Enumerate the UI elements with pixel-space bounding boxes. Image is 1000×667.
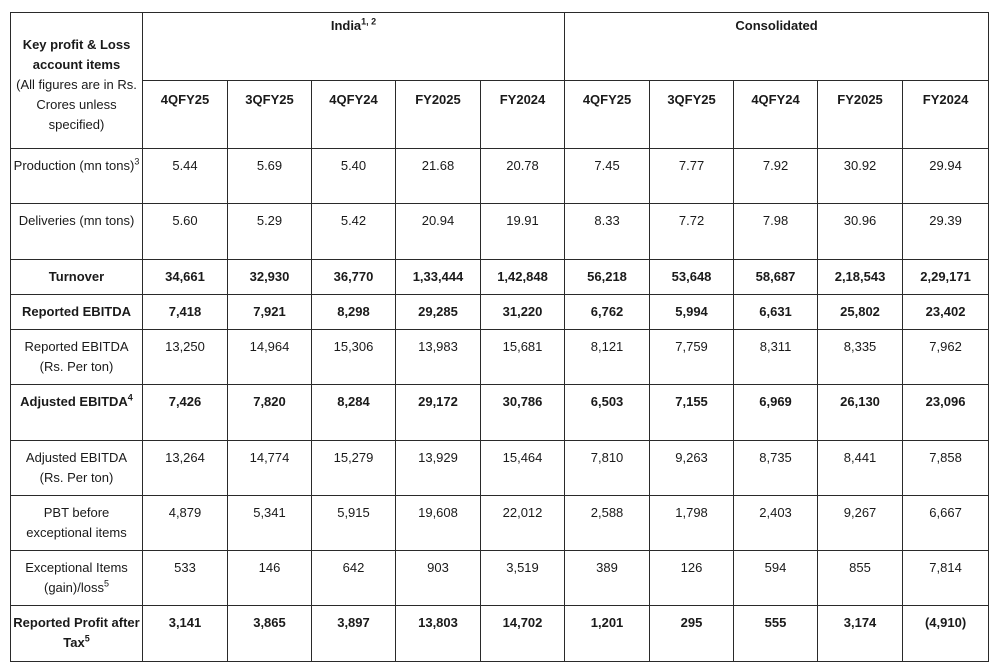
value-cell	[143, 385, 228, 441]
table-row	[11, 606, 989, 662]
value-cell	[481, 330, 565, 385]
value-cell	[565, 441, 650, 496]
period-header	[734, 81, 818, 149]
cell-value: 3,174	[843, 615, 877, 630]
cell-value: 7,759	[675, 339, 708, 354]
row-label: Turnover	[48, 269, 105, 284]
value-cell	[903, 441, 989, 496]
row-label-cell	[11, 204, 143, 260]
cell-value: 9,267	[843, 505, 877, 520]
value-cell	[481, 385, 565, 441]
value-cell	[818, 385, 903, 441]
cell-value: 5.60	[172, 213, 198, 228]
cell-value: 5,915	[337, 505, 370, 520]
row-label: PBT before exceptional items	[26, 505, 127, 540]
table-row	[11, 149, 989, 204]
value-cell	[312, 496, 396, 551]
cell-value: 7,820	[253, 394, 286, 409]
value-cell	[396, 496, 481, 551]
cell-value: 8,298	[337, 304, 370, 319]
cell-value: 13,264	[165, 450, 205, 465]
key-items-note: (All figures are in Rs. Crores unless specified)	[16, 77, 137, 132]
value-cell	[650, 496, 734, 551]
value-cell	[143, 551, 228, 606]
cell-value: 295	[680, 615, 703, 630]
cell-value: 8,311	[759, 339, 792, 354]
cell-value: 56,218	[587, 269, 627, 284]
cell-value: 30.96	[843, 213, 877, 228]
value-cell	[143, 149, 228, 204]
cell-value: 13,983	[418, 339, 458, 354]
value-cell	[228, 385, 312, 441]
row-label-cell	[11, 330, 143, 385]
value-cell	[903, 496, 989, 551]
cell-value: 13,250	[165, 339, 205, 354]
period-header	[396, 81, 481, 149]
cell-value: 8,441	[843, 450, 877, 465]
value-cell	[228, 204, 312, 260]
cell-value: 8,284	[337, 394, 370, 409]
value-cell	[312, 204, 396, 260]
cell-value: 642	[342, 560, 365, 575]
value-cell	[143, 330, 228, 385]
period-header	[650, 81, 734, 149]
table-row	[11, 496, 989, 551]
value-cell	[565, 149, 650, 204]
value-cell	[481, 295, 565, 330]
cell-value: 146	[258, 560, 281, 575]
row-label: Reported EBITDA (Rs. Per ton)	[24, 339, 129, 374]
cell-value: 34,661	[165, 269, 205, 284]
value-cell	[143, 204, 228, 260]
value-cell	[565, 496, 650, 551]
cell-value: 23,096	[925, 394, 966, 409]
cell-value: 7,426	[168, 394, 202, 409]
period-label: 3QFY25	[245, 92, 294, 107]
row-label: Reported Profit after Tax	[13, 615, 140, 650]
cell-value: 2,18,543	[834, 269, 886, 284]
value-cell	[143, 295, 228, 330]
value-cell	[481, 551, 565, 606]
value-cell	[734, 149, 818, 204]
table-row	[11, 385, 989, 441]
value-cell	[312, 385, 396, 441]
pnl-table	[10, 12, 989, 662]
cell-value: 594	[764, 560, 787, 575]
cell-value: 53,648	[671, 269, 712, 284]
value-cell	[312, 330, 396, 385]
period-label: 4QFY24	[329, 92, 378, 107]
period-label: 4QFY24	[751, 92, 800, 107]
period-header	[143, 81, 228, 149]
value-cell	[903, 330, 989, 385]
table-row	[11, 204, 989, 260]
cell-value: 15,306	[333, 339, 374, 354]
value-cell	[228, 551, 312, 606]
value-cell	[396, 606, 481, 662]
cell-value: 13,929	[418, 450, 458, 465]
cell-value: 3,519	[506, 560, 539, 575]
group-consolidated-label: Consolidated	[735, 18, 818, 33]
cell-value: 8,735	[759, 450, 792, 465]
value-cell	[396, 330, 481, 385]
value-cell	[565, 330, 650, 385]
period-header	[818, 81, 903, 149]
cell-value: 19,608	[418, 505, 458, 520]
value-cell	[903, 149, 989, 204]
cell-value: 8,335	[843, 339, 877, 354]
cell-value: 7,962	[929, 339, 962, 354]
value-cell	[734, 330, 818, 385]
cell-value: 533	[174, 560, 196, 575]
value-cell	[565, 606, 650, 662]
cell-value: 15,681	[502, 339, 543, 354]
value-cell	[143, 260, 228, 295]
period-header	[481, 81, 565, 149]
cell-value: 7,858	[929, 450, 962, 465]
cell-value: 14,774	[249, 450, 290, 465]
value-cell	[481, 260, 565, 295]
row-label: Adjusted EBITDA	[20, 394, 128, 409]
cell-value: 1,201	[590, 615, 624, 630]
cell-value: 3,141	[168, 615, 202, 630]
cell-value: 5.29	[256, 213, 283, 228]
period-label: 4QFY25	[160, 92, 210, 107]
cell-value: 58,687	[755, 269, 796, 284]
value-cell	[903, 385, 989, 441]
cell-value: 5.44	[172, 158, 198, 173]
value-cell	[228, 496, 312, 551]
table-row	[11, 330, 989, 385]
value-cell	[650, 606, 734, 662]
cell-value: 7.98	[762, 213, 789, 228]
value-cell	[228, 260, 312, 295]
value-cell	[396, 260, 481, 295]
cell-value: 903	[427, 560, 449, 575]
value-cell	[565, 385, 650, 441]
value-cell	[481, 149, 565, 204]
row-label-cell	[11, 295, 143, 330]
cell-value: 32,930	[249, 269, 290, 284]
cell-value: 14,702	[502, 615, 543, 630]
cell-value: 7,810	[590, 450, 624, 465]
value-cell	[396, 441, 481, 496]
cell-value: 30,786	[502, 394, 543, 409]
value-cell	[228, 149, 312, 204]
value-cell	[396, 551, 481, 606]
cell-value: 29.94	[929, 158, 962, 173]
value-cell	[396, 204, 481, 260]
row-label-cell	[11, 149, 143, 204]
table-row	[11, 260, 989, 295]
cell-value: 23,402	[925, 304, 966, 319]
cell-value: 7,418	[168, 304, 202, 319]
period-header	[903, 81, 989, 149]
cell-value: 7,155	[675, 394, 708, 409]
cell-value: 7,814	[929, 560, 962, 575]
value-cell	[650, 204, 734, 260]
value-cell	[312, 149, 396, 204]
cell-value: 29,172	[418, 394, 458, 409]
row-footnote: 4	[127, 392, 133, 403]
value-cell	[481, 441, 565, 496]
value-cell	[734, 551, 818, 606]
row-label: Reported EBITDA	[21, 304, 132, 319]
value-cell	[818, 260, 903, 295]
value-cell	[818, 330, 903, 385]
row-label: Adjusted EBITDA (Rs. Per ton)	[25, 450, 128, 485]
value-cell	[818, 551, 903, 606]
cell-value: 389	[596, 560, 618, 575]
value-cell	[565, 204, 650, 260]
cell-value: 7.45	[594, 158, 620, 173]
value-cell	[143, 496, 228, 551]
period-header	[228, 81, 312, 149]
cell-value: 8.33	[594, 213, 620, 228]
cell-value: 14,964	[249, 339, 290, 354]
cell-value: 21.68	[421, 158, 455, 173]
cell-value: 2,588	[590, 505, 624, 520]
value-cell	[903, 260, 989, 295]
value-cell	[650, 295, 734, 330]
value-cell	[650, 330, 734, 385]
cell-value: 126	[680, 560, 703, 575]
period-label: FY2024	[922, 92, 969, 107]
value-cell	[481, 606, 565, 662]
cell-value: 13,803	[418, 615, 458, 630]
cell-value: 7,921	[253, 304, 286, 319]
value-cell	[396, 295, 481, 330]
row-footnote: 3	[134, 156, 140, 167]
value-cell	[734, 260, 818, 295]
value-cell	[228, 606, 312, 662]
value-cell	[565, 295, 650, 330]
value-cell	[734, 385, 818, 441]
cell-value: 7.92	[762, 158, 789, 173]
cell-value: 30.92	[843, 158, 877, 173]
cell-value: 8,121	[590, 339, 624, 354]
table-row	[11, 551, 989, 606]
value-cell	[312, 295, 396, 330]
value-cell	[228, 295, 312, 330]
cell-value: 9,263	[675, 450, 708, 465]
value-cell	[312, 551, 396, 606]
value-cell	[818, 441, 903, 496]
cell-value: 19.91	[506, 213, 539, 228]
cell-value: 20.78	[506, 158, 539, 173]
period-label: FY2025	[415, 92, 461, 107]
cell-value: 6,631	[759, 304, 792, 319]
value-cell	[903, 204, 989, 260]
row-label-cell	[11, 606, 143, 662]
value-cell	[818, 149, 903, 204]
value-cell	[818, 295, 903, 330]
cell-value: 6,762	[590, 304, 624, 319]
cell-value: 1,798	[675, 505, 708, 520]
value-cell	[143, 441, 228, 496]
cell-value: 29.39	[929, 213, 962, 228]
table-row	[11, 441, 989, 496]
value-cell	[818, 204, 903, 260]
cell-value: 1,33,444	[412, 269, 464, 284]
cell-value: 2,403	[759, 505, 792, 520]
cell-value: 22,012	[502, 505, 543, 520]
cell-value: 5.69	[256, 158, 283, 173]
cell-value: 4,879	[168, 505, 202, 520]
value-cell	[903, 606, 989, 662]
cell-value: 6,503	[590, 394, 624, 409]
value-cell	[650, 441, 734, 496]
table-row	[11, 295, 989, 330]
value-cell	[650, 385, 734, 441]
cell-value: (4,910)	[924, 615, 967, 630]
value-cell	[312, 260, 396, 295]
group-header-india	[143, 13, 565, 81]
value-cell	[650, 551, 734, 606]
table-body	[11, 13, 989, 662]
period-header-row	[11, 81, 989, 149]
period-label: FY2024	[499, 92, 546, 107]
cell-value: 855	[849, 560, 871, 575]
group-india-label: India	[330, 18, 362, 33]
cell-value: 36,770	[333, 269, 374, 284]
value-cell	[650, 260, 734, 295]
value-cell	[143, 606, 228, 662]
key-items-header	[11, 13, 143, 149]
value-cell	[228, 441, 312, 496]
cell-value: 26,130	[840, 394, 880, 409]
row-footnote: 5	[103, 578, 109, 589]
period-label: FY2025	[837, 92, 883, 107]
period-label: 3QFY25	[667, 92, 716, 107]
value-cell	[565, 260, 650, 295]
cell-value: 6,667	[929, 505, 962, 520]
cell-value: 20.94	[421, 213, 455, 228]
row-label: Production (mn tons)	[13, 158, 135, 173]
value-cell	[396, 149, 481, 204]
value-cell	[228, 330, 312, 385]
row-footnote: 5	[84, 633, 90, 644]
cell-value: 25,802	[840, 304, 880, 319]
cell-value: 15,464	[502, 450, 543, 465]
cell-value: 1,42,848	[497, 269, 548, 284]
key-items-label: Key profit & Loss account items	[22, 37, 131, 72]
row-label-cell	[11, 496, 143, 551]
value-cell	[903, 295, 989, 330]
value-cell	[481, 204, 565, 260]
cell-value: 5,994	[675, 304, 708, 319]
cell-value: 29,285	[418, 304, 458, 319]
value-cell	[734, 496, 818, 551]
row-label-cell	[11, 551, 143, 606]
cell-value: 3,897	[337, 615, 370, 630]
value-cell	[734, 441, 818, 496]
value-cell	[650, 149, 734, 204]
value-cell	[312, 441, 396, 496]
row-label-cell	[11, 260, 143, 295]
group-header-consolidated	[565, 13, 989, 81]
cell-value: 2,29,171	[920, 269, 971, 284]
row-label: Exceptional Items (gain)/loss	[25, 560, 128, 595]
period-header	[565, 81, 650, 149]
period-header	[312, 81, 396, 149]
value-cell	[396, 385, 481, 441]
row-label-cell	[11, 441, 143, 496]
row-label-cell	[11, 385, 143, 441]
cell-value: 6,969	[759, 394, 792, 409]
value-cell	[734, 204, 818, 260]
cell-value: 3,865	[253, 615, 286, 630]
cell-value: 555	[764, 615, 787, 630]
cell-value: 15,279	[333, 450, 374, 465]
cell-value: 5,341	[253, 505, 286, 520]
value-cell	[565, 551, 650, 606]
value-cell	[818, 496, 903, 551]
cell-value: 7.77	[678, 158, 705, 173]
value-cell	[818, 606, 903, 662]
value-cell	[734, 295, 818, 330]
cell-value: 7.72	[678, 213, 705, 228]
value-cell	[312, 606, 396, 662]
period-label: 4QFY25	[582, 92, 632, 107]
cell-value: 5.40	[340, 158, 367, 173]
header-group-row	[11, 13, 989, 81]
group-india-footnote: 1, 2	[361, 16, 377, 27]
cell-value: 5.42	[340, 213, 367, 228]
value-cell	[734, 606, 818, 662]
row-label: Deliveries (mn tons)	[18, 213, 135, 228]
value-cell	[481, 496, 565, 551]
cell-value: 31,220	[502, 304, 543, 319]
value-cell	[903, 551, 989, 606]
